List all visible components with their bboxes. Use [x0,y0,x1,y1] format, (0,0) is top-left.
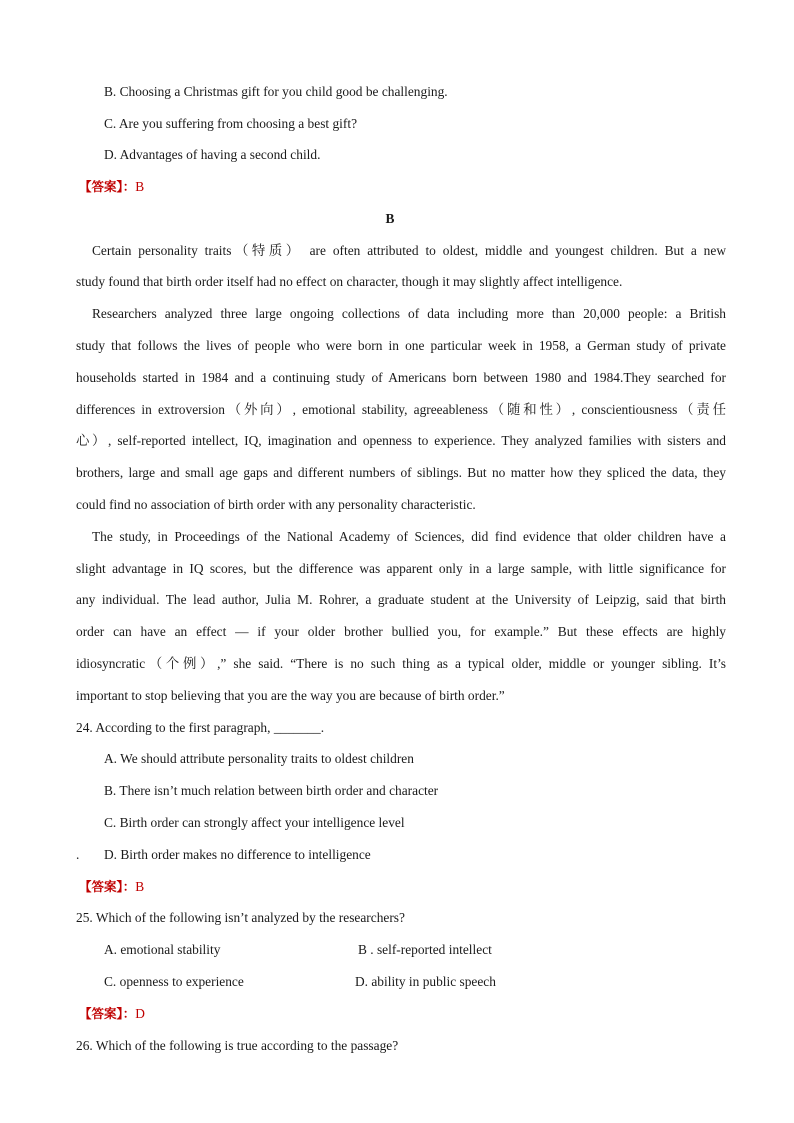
answer-value: B [135,879,145,894]
passage-line: order can have an effect — if your older brother bullied you, for example.” But these effects are highly [76,624,726,639]
q26-stem: 26. Which of the following is true according to the passage? [76,1038,399,1053]
passage-line: 心）, self-reported intellect, IQ, imagination and openness to experience. They analyzed families with sisters and [76,433,726,448]
q24-option-a: A. We should attribute personality traits to oldest children [104,751,414,766]
prev-option-c: C. Are you suffering from choosing a best gift? [104,116,358,131]
answer-label: 【答案】： [79,879,136,894]
section-title: B [385,211,395,226]
passage-line: Certain personality traits（特质） are often attributed to oldest, middle and youngest children. But a new [92,243,726,258]
q24-stray-mark: . [76,847,80,862]
q25-option-a: A. emotional stability [104,942,221,957]
passage-line: important to stop believing that you are the way you are because of birth order.” [76,688,505,703]
q25-option-d: D. ability in public speech [355,974,496,989]
passage-line: households started in 1984 and a continuing study of Americans born between 1980 and 1984.They searched for [76,370,726,385]
q24-stem: 24. According to the first paragraph, _______. [76,720,325,735]
prev-answer [79,178,144,196]
passage-line: slight advantage in IQ scores, but the difference was apparent only in a large sample, with little significance for [76,561,726,576]
passage-line: Researchers analyzed three large ongoing collections of data including more than 20,000 people: a British [92,306,726,321]
passage-line: The study, in Proceedings of the National Academy of Sciences, did find evidence that older children have a [92,529,726,544]
q24-option-d: D. Birth order makes no difference to intelligence [104,847,371,862]
passage-line: could find no association of birth order with any personality characteristic. [76,497,476,512]
passage-line: study that follows the lives of people who were born in one particular week in 1958, a German study of private [76,338,726,353]
prev-option-b: B. Choosing a Christmas gift for you child good be challenging. [104,84,448,99]
answer-label: 【答案】： [79,1006,136,1021]
passage-line: brothers, large and small age gaps and different numbers of siblings. But no matter how they spliced the data, they [76,465,726,480]
q24-answer [79,878,144,896]
prev-option-d: D. Advantages of having a second child. [104,147,321,162]
passage-line: study found that birth order itself had no effect on character, though it may slightly affect intelligence. [76,274,623,289]
q24-option-b: B. There isn’t much relation between birth order and character [104,783,439,798]
passage-line: idiosyncratic（个例）,” she said. “There is no such thing as a typical older, middle or younger sibling. It’s [76,656,726,671]
q25-stem: 25. Which of the following isn’t analyzed by the researchers? [76,910,405,925]
passage-line: any individual. The lead author, Julia M. Rohrer, a graduate student at the University of Leipzig, said that birth [76,592,726,607]
answer-value: D [135,1006,145,1021]
q24-option-c: C. Birth order can strongly affect your intelligence level [104,815,405,830]
q25-answer [79,1005,145,1023]
answer-label: 【答案】： [79,179,136,194]
q25-option-b: B . self-reported intellect [358,942,492,957]
answer-value: B [135,179,145,194]
passage-line: differences in extroversion（外向）, emotional stability, agreeableness（随和性）, conscientiousness（责任 [76,402,726,417]
q25-option-c: C. openness to experience [104,974,244,989]
